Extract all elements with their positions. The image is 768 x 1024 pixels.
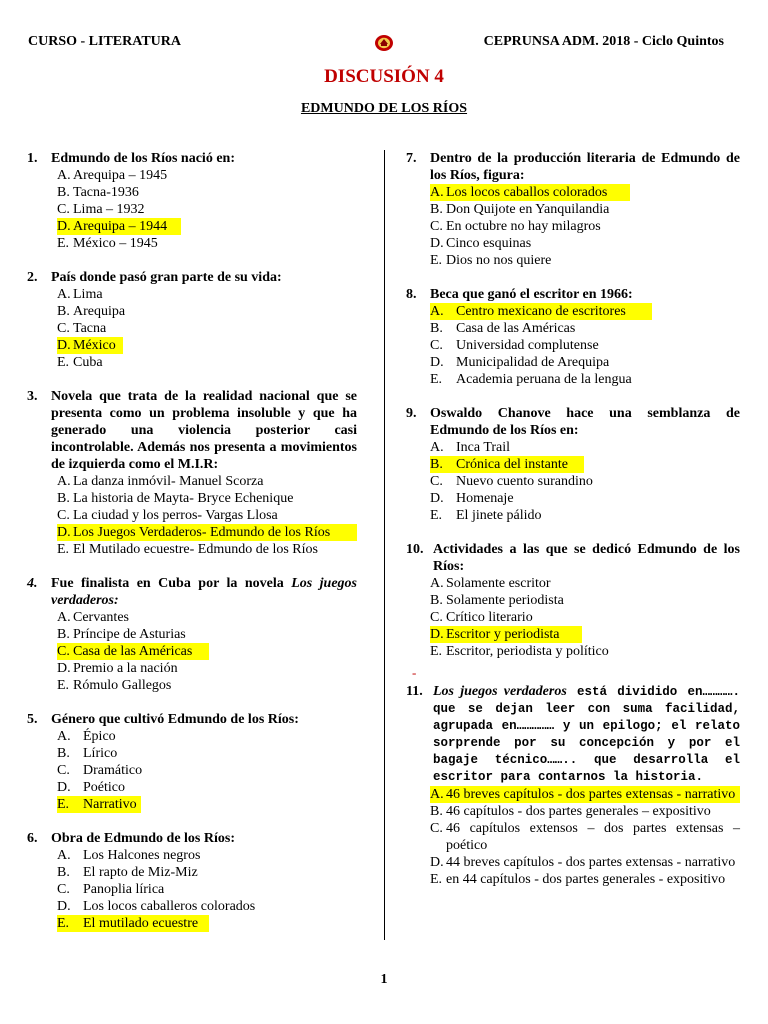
option-c: C. Dramático: [57, 763, 143, 778]
column-divider: [384, 150, 385, 940]
option-e: E. Escritor, periodista y político: [430, 644, 609, 659]
option-a: A. La danza inmóvil- Manuel Scorza: [57, 474, 264, 489]
option-a-highlighted: A. 46 breves capítulos - dos partes extensas - narrativo: [430, 786, 740, 803]
course-label: CURSO - LITERATURA: [28, 34, 181, 49]
option-c: C. Panoplia lírica: [57, 882, 165, 897]
option-a: A. Lima: [57, 287, 103, 302]
option-e-highlighted: E. Narrativo: [57, 796, 141, 813]
option-a-highlighted: A. Los locos caballos colorados: [430, 184, 630, 201]
question-text: Beca que ganó el escritor en 1966:: [430, 287, 633, 302]
option-c: C. La ciudad y los perros- Vargas Llosa: [57, 508, 278, 523]
page-title: DISCUSIÓN 4: [324, 66, 444, 87]
option-b: B. 46 capítulos - dos partes generales – expositivo: [430, 804, 711, 819]
option-e: E. Rómulo Gallegos: [57, 678, 172, 693]
question-11: 11. Los juegos verdaderos está dividido en…………. que se dejan leer con suma facilidad, agrupada en…………… y un epilogo; el relato sorprende por su concepción y por el bagaje técnico…….. que desarrolla el escritor para contarnos la historia. A. 46 breves capítulos - dos partes extensas - narrativo B. 46 capítulos - dos partes generales – expositivo C. 46 capítulos extensos – dos partes extensas – poético D. 44 breves capítulos - dos partes extensas - narrativo E. en 44 capítulos - dos partes generales - expositivo: [406, 684, 740, 887]
question-text: Edmundo de los Ríos nació en:: [51, 151, 235, 166]
option-a: A. Solamente escritor: [430, 576, 551, 591]
option-d-highlighted: D. Escritor y periodista: [430, 626, 582, 643]
question-10: 10. Actividades a las que se dedicó Edmundo de los Ríos: A. Solamente escritor B. Solamente periodista C. Crítico literario D. Escritor y periodista E. Escritor, periodista y político: [406, 542, 740, 659]
option-d: D. Los locos caballeros colorados: [57, 899, 256, 914]
option-d: D. Premio a la nación: [57, 661, 178, 676]
option-c: C. Tacna: [57, 321, 107, 336]
option-c: C. Universidad complutense: [430, 338, 599, 353]
option-e: E. México – 1945: [57, 236, 158, 251]
option-b: B. Arequipa: [57, 304, 126, 319]
option-d: D. Cinco esquinas: [430, 236, 532, 251]
option-e: E. en 44 capítulos - dos partes generales - expositivo: [430, 872, 726, 887]
option-e: E. El jinete pálido: [430, 508, 542, 523]
option-c: C. 46 capítulos extensos – dos partes extensas – poético: [430, 821, 740, 853]
question-number: 1.: [27, 151, 38, 166]
question-text: Dentro de la producción literaria de Edmundo de los Ríos, figura:: [430, 151, 740, 183]
option-c: C. En octubre no hay milagros: [430, 219, 601, 234]
option-a-highlighted: A. Centro mexicano de escritores: [430, 303, 652, 320]
option-e: E. El Mutilado ecuestre- Edmundo de los Ríos: [57, 542, 318, 557]
stray-dash: -: [412, 665, 417, 680]
option-b: B. Casa de las Américas: [430, 321, 576, 336]
question-5: 5. Género que cultivó Edmundo de los Ríos: A. Épico B. Lírico C. Dramático D. Poético E. Narrativo: [27, 711, 357, 813]
option-b: B. Príncipe de Asturias: [57, 627, 186, 642]
question-7: 7. Dentro de la producción literaria de Edmundo de los Ríos, figura: A. Los locos caballos colorados B. Don Quijote en Yanquilandia C. En octubre no hay milagros D. Cinco esquinas E. Dios no nos quiere: [406, 151, 740, 268]
option-b: B. La historia de Mayta- Bryce Echenique: [57, 491, 294, 506]
option-d-highlighted: D. Arequipa – 1944: [57, 218, 181, 235]
option-d: D. Homenaje: [430, 491, 514, 506]
option-b: B. Solamente periodista: [430, 593, 564, 608]
option-a: A. Arequipa – 1945: [57, 168, 168, 183]
option-a: A. Inca Trail: [430, 440, 511, 455]
option-b: B. Lírico: [57, 746, 118, 761]
university-crest-icon: [374, 34, 394, 52]
option-b: B. Tacna-1936: [57, 185, 139, 200]
option-e-highlighted: E. El mutilado ecuestre: [57, 915, 209, 932]
page-subtitle: EDMUNDO DE LOS RÍOS: [300, 101, 468, 116]
option-e: E. Dios no nos quiere: [430, 253, 552, 268]
option-e: E. Academia peruana de la lengua: [430, 372, 632, 387]
question-text: Fue finalista en Cuba por la novela Los juegos verdaderos:: [51, 576, 357, 608]
question-text: Oswaldo Chanove hace una semblanza de Edmundo de los Ríos en:: [430, 406, 740, 438]
question-8: 8. Beca que ganó el escritor en 1966: A. Centro mexicano de escritores B. Casa de las Américas C. Universidad complutense D. Municipalidad de Arequipa E. Academia peruana de la lengua: [406, 286, 740, 388]
page-number: 1: [380, 972, 388, 987]
option-a: A. Los Halcones negros: [57, 848, 201, 863]
option-b-highlighted: B. Crónica del instante: [430, 456, 584, 473]
left-column: [27, 150, 357, 949]
question-text: País donde pasó gran parte de su vida:: [51, 270, 282, 285]
question-9: 9. Oswaldo Chanove hace una semblanza de Edmundo de los Ríos en: A. Inca Trail B. Crónica del instante C. Nuevo cuento surandino D. Homenaje E. El jinete pálido: [406, 406, 740, 523]
question-1: [27, 150, 357, 252]
option-a: A. Épico: [57, 729, 116, 744]
option-d: D. 44 breves capítulos - dos partes extensas - narrativo: [430, 855, 736, 870]
option-a: A. Cervantes: [57, 610, 129, 625]
option-d: D. Municipalidad de Arequipa: [430, 355, 610, 370]
question-6: 6. Obra de Edmundo de los Ríos: A. Los Halcones negros B. El rapto de Miz-Miz C. Panoplia lírica D. Los locos caballeros colorados E. El mutilado ecuestre: [27, 830, 357, 932]
option-b: B. Don Quijote en Yanquilandia: [430, 202, 610, 217]
option-b: B. El rapto de Miz-Miz: [57, 865, 198, 880]
institution-label: CEPRUNSA ADM. 2018 - Ciclo Quintos: [483, 34, 724, 49]
question-text: Género que cultivó Edmundo de los Ríos:: [51, 712, 299, 727]
right-column: [406, 150, 740, 905]
option-c-highlighted: C. Casa de las Américas: [57, 643, 209, 660]
question-4: 4. Fue finalista en Cuba por la novela Los juegos verdaderos: A. Cervantes B. Príncipe de Asturias C. Casa de las Américas D. Premio a la nación E. Rómulo Gallegos: [27, 576, 357, 693]
question-text: Obra de Edmundo de los Ríos:: [51, 831, 235, 846]
option-d-highlighted: D. México: [57, 337, 123, 354]
question-text: Actividades a las que se dedicó Edmundo de los Ríos:: [433, 542, 740, 574]
question-text: Los juegos verdaderos está dividido en…………. que se dejan leer con suma facilidad, agrupada en…………… y un epilogo; el relato sorprende por su concepción y por el bagaje técnico…….. que desarrolla el escritor para contarnos la historia.: [433, 684, 740, 784]
question-2: 2. País donde pasó gran parte de su vida: A. Lima B. Arequipa C. Tacna D. México E. Cuba: [27, 269, 357, 371]
question-3: 3. Novela que trata de la realidad nacional que se presenta como un problema insoluble y que ha generado una violencia posterior casi incontrolable. Además nos presenta a movimientos de izquierda como el M.I.R: A. La danza inmóvil- Manuel Scorza B. La historia de Mayta- Bryce Echenique C. La ciudad y los perros- Vargas Llosa D. Los Juegos Verdaderos- Edmundo de los Ríos E. El Mutilado ecuestre- Edmundo de los Ríos: [27, 389, 357, 557]
option-c: C. Crítico literario: [430, 610, 533, 625]
option-e: E. Cuba: [57, 355, 103, 370]
option-c: C. Nuevo cuento surandino: [430, 474, 593, 489]
question-text: Novela que trata de la realidad nacional que se presenta como un problema insoluble y que ha generado una violencia posterior casi incontrolable. Además nos presenta a movimientos de izquierda como el M.I.R:: [51, 389, 357, 472]
option-d-highlighted: D. Los Juegos Verdaderos- Edmundo de los Ríos: [57, 524, 357, 541]
option-d: D. Poético: [57, 780, 125, 795]
option-c: C. Lima – 1932: [57, 202, 145, 217]
